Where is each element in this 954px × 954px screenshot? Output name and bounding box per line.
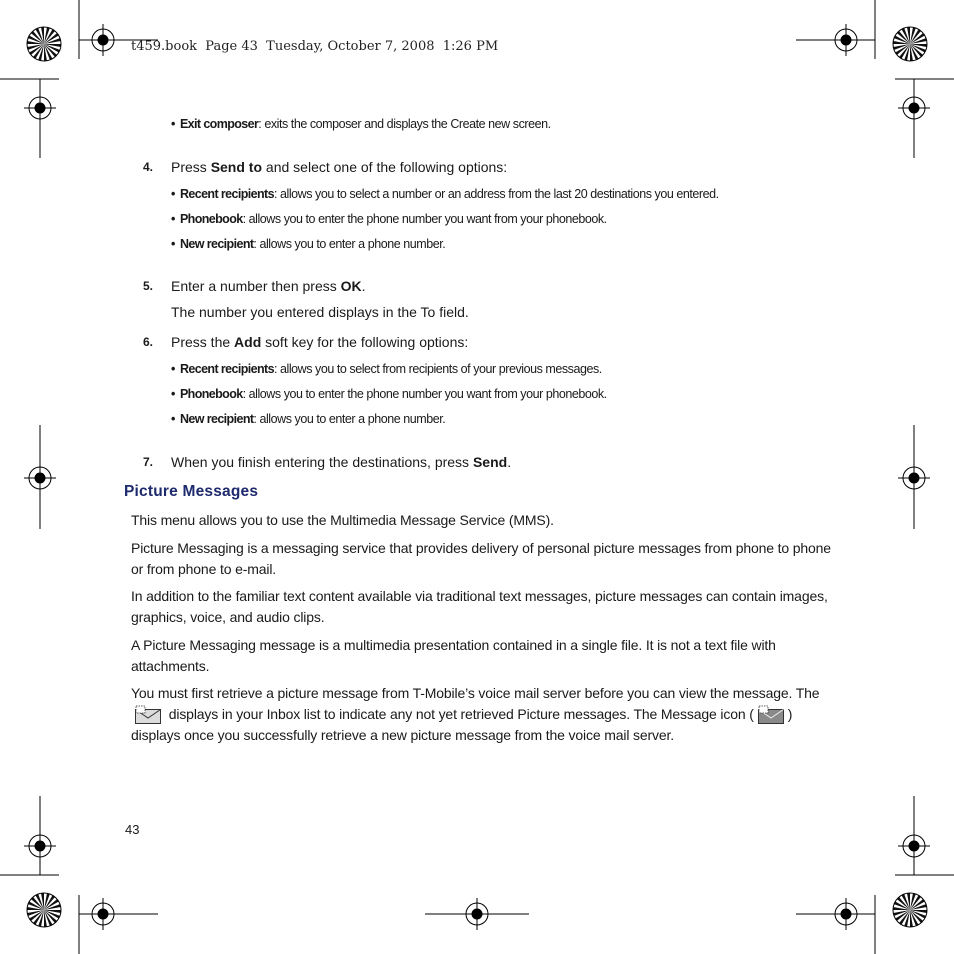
bullet-recent-recipients [171,187,719,201]
paragraph-5-part-c: ) [787,706,793,722]
step-text-pre: Press the [171,334,235,350]
step-text-bold: Send [472,454,508,470]
bullet-desc: : allows you to enter the phone number you want from your phonebook. [242,387,607,401]
bullet-phonebook [171,387,607,401]
section-heading: Picture Messages [124,483,259,500]
step-text-pre: Enter a number then press [171,278,341,294]
bullet-desc: : allows you to select a number or an address from the last 20 destinations you entered. [273,187,719,201]
crosshair-target [24,462,56,494]
step-text [171,278,366,294]
bullet-dot: • [171,237,175,251]
step-text-bold: Send to [210,159,263,175]
crosshair-target [898,92,930,124]
step-text [171,159,507,175]
bullet-desc: : allows you to select from recipients of your previous messages. [273,362,602,376]
bullet-term: Recent recipients [179,187,274,201]
crosshair-target [87,898,119,930]
step-number: 7. [143,455,154,469]
paragraph-5-part-a: You must first retrieve a picture message from T-Mobile’s voice mail server before you can view the message. The [131,685,820,701]
step-number: 4. [143,160,154,174]
paragraph-5 [131,683,843,746]
step-text-post: . [361,278,366,294]
starburst-mark [893,27,927,61]
step-text [171,334,468,350]
starburst-mark [27,893,61,927]
bullet-new-recipient [171,412,445,426]
step-text-pre: When you finish entering the destinations, press [171,454,473,470]
print-header: t459.book Page 43 Tuesday, October 7, 2008 1:26 PM [131,39,499,54]
bullet-desc: : allows you to enter the phone number you want from your phonebook. [242,212,607,226]
paragraph-2: Picture Messaging is a messaging service that provides delivery of personal picture messages from phone to phone or from phone to e-mail. [131,540,831,577]
bullet-dot: • [171,387,175,401]
bullet-dot: • [171,187,175,201]
crosshair-target [830,24,862,56]
bullet-term: Recent recipients [179,362,274,376]
bullet-desc: : allows you to enter a phone number. [253,237,446,251]
bullet-term: Phonebook [179,387,243,401]
bullet-exit-composer [171,117,551,131]
bullet-term: Phonebook [179,212,243,226]
crosshair-target [898,462,930,494]
unretrieved-message-icon [134,705,162,725]
step-text-post: soft key for the following options: [261,334,469,350]
crosshair-target [830,898,862,930]
starburst-mark [27,27,61,61]
step-text-bold: OK [340,278,362,294]
bullet-dot: • [171,362,175,376]
paragraph-4: A Picture Messaging message is a multimedia presentation contained in a single file. It is not a text file with attachments. [131,637,776,674]
step-5-note: The number you entered displays in the To field. [171,304,469,320]
paragraph-5-part-d: displays once you successfully retrieve a new picture message from the voice mail server. [131,727,675,744]
step-text-post: . [507,454,512,470]
bullet-term: New recipient [179,412,254,426]
page-number: 43 [125,822,140,837]
bullet-dot: • [171,212,175,226]
crosshair-target [898,830,930,862]
bullet-desc: : allows you to enter a phone number. [253,412,446,426]
step-text-bold: Add [234,334,262,350]
crosshair-target [24,830,56,862]
bullet-new-recipient [171,237,445,251]
message-icon [757,705,785,725]
paragraph-1: This menu allows you to use the Multimedia Message Service (MMS). [131,512,554,528]
crosshair-target [461,898,493,930]
step-number: 5. [143,279,154,293]
bullet-dot: • [171,412,175,426]
starburst-mark [893,893,927,927]
bullet-recent-recipients [171,362,602,376]
step-number: 6. [143,335,154,349]
bullet-phonebook [171,212,607,226]
step-text [171,454,511,470]
bullet-term: Exit composer [179,117,259,131]
bullet-dot: • [171,117,175,131]
step-text-pre: Press [171,159,211,175]
paragraph-3: In addition to the familiar text content available via traditional text messages, picture messages can contain images, graphics, voice, and audio clips. [131,588,828,625]
bullet-desc: : exits the composer and displays the Create new screen. [258,117,551,131]
crosshair-target [24,92,56,124]
paragraph-5-part-b: displays in your Inbox list to indicate any not yet retrieved Picture messages. The Message icon ( [165,706,754,722]
crosshair-target [87,24,119,56]
bullet-term: New recipient [179,237,254,251]
step-text-post: and select one of the following options: [262,159,508,175]
